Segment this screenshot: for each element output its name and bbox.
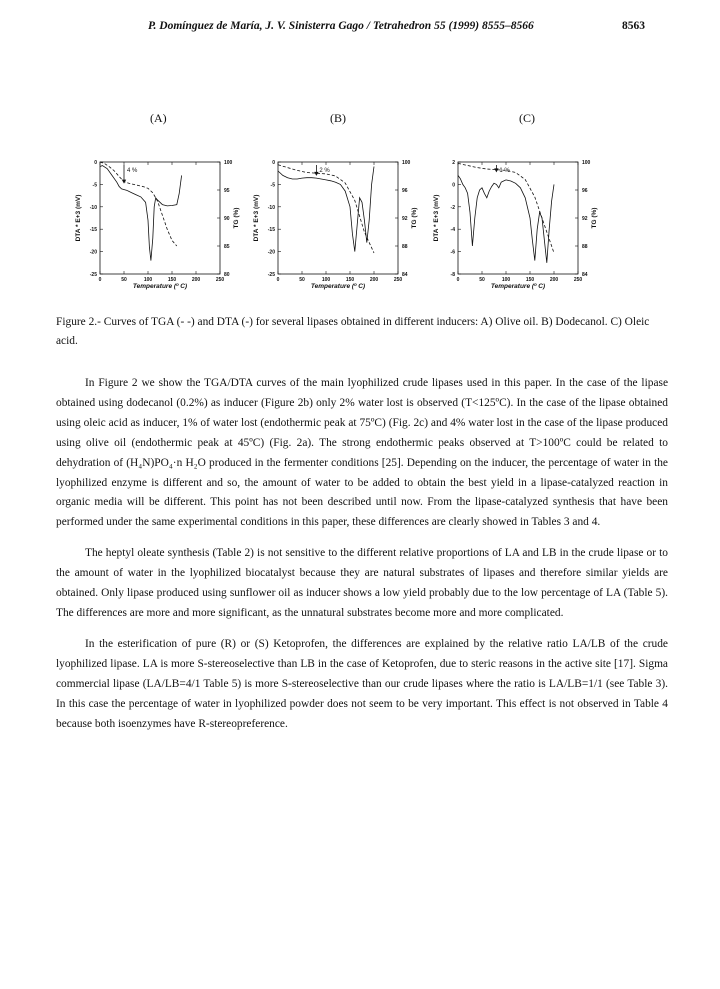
panel-label-a: (A) [150,111,167,125]
y-left-tick-label: -15 [267,227,275,234]
y-left-tick-label: -15 [89,227,97,234]
x-tick-label: 0 [98,277,102,283]
y-left-tick-label: -4 [450,227,455,234]
y-right-tick-label: 80 [224,272,230,278]
y-left-tick-label: -6 [450,249,455,256]
x-axis-title: Temperature (º C) [132,283,188,290]
panel-label-b: (B) [330,111,346,125]
panel-label-c: (C) [519,111,535,125]
y-left-tick-label: -20 [267,249,275,256]
y-right-tick-label: 88 [582,244,588,250]
y-right-tick-label: 96 [582,188,588,194]
y-left-tick-label: -10 [267,204,275,211]
x-tick-label: 50 [299,277,305,283]
y-left-tick-label: -10 [89,204,97,211]
y-left-tick-label: -25 [267,272,275,278]
y-right-tick-label: 95 [224,188,230,194]
x-tick-label: 100 [501,277,511,283]
x-tick-label: 0 [276,277,280,283]
y-right-tick-label: 100 [582,160,591,166]
page-number: 8563 [622,20,645,32]
x-tick-label: 200 [369,277,379,283]
annotation-label: 1 % [499,168,510,174]
chart-panel-c [418,150,618,305]
y-right-axis-title: TG (%) [233,207,240,229]
annotation-arrowhead [314,172,318,176]
y-left-tick-label: -5 [92,182,97,189]
paragraph-3: In the esterification of pure (R) or (S) Ketoprofen, the differences are explained by the relative ratio LA/LB of the crude lyophilized lipase. LA is more S-stereoselective than LB in the case of Ketoprofen, due to steric reasons in the active site [17]. Sigma commercial lipase (LA/LB=4/1 Table 5) is more S-stereoselective than our crude lipases where the ratio is LA/LB=1/1 (see Table 3). In this case the percentage of water in lyophilized powder does not seem to be very important. This effect is not observed in Table 4 because both isoenzymes have R-stereopreference. [56,637,668,730]
x-axis-title: Temperature (º C) [490,283,546,290]
x-tick-label: 250 [393,277,403,283]
y-right-axis-title: TG (%) [591,207,598,229]
running-head [0,16,720,36]
y-left-tick-label: -25 [89,272,97,278]
y-right-tick-label: 100 [224,160,233,166]
y-right-tick-label: 85 [224,244,230,250]
figure-caption: Figure 2.- Curves of TGA (- -) and DTA (-) for several lipases obtained in different inducers: A) Olive oil. B) Dodecanol. C) Oleic acid. [56,316,650,347]
y-right-axis-title: TG (%) [411,207,418,229]
y-left-tick-label: 0 [272,160,275,166]
x-tick-label: 250 [573,277,583,283]
y-right-tick-label: 92 [402,216,408,222]
x-tick-label: 100 [321,277,331,283]
x-tick-label: 150 [525,277,535,283]
body-text [56,374,668,745]
x-tick-label: 50 [479,277,485,283]
chart-a-svg [60,150,260,305]
plot-frame [100,162,220,274]
x-tick-label: 50 [121,277,127,283]
y-right-tick-label: 96 [402,188,408,194]
chart-c-svg [418,150,618,305]
x-tick-label: 150 [167,277,177,283]
series-dta-line [278,167,374,252]
paragraph-1: In Figure 2 we show the TGA/DTA curves of the main lyophilized crude lipases used in this paper. In the case of the lipase obtained using dodecanol (0.2%) as inducer (Figure 2b) only 2% water lost is observed (T<125ºC). In the case of the lipase obtained using oleic acid as inducer, 1% of water lost (endothermic peak at 75ºC) (Fig. 2c) and 4% water lost in the case of the lipase produced using olive oil (endothermic peak at 45ºC) (Fig. 2a). The strong endothermic peaks observed at T>100ºC could be related to dehydration of (H₄N)PO₄·n H₂O produced in the fermenter conditions [25]. Depending on the inducer, the percentage of water in the lyophilized enzyme is different and so, the amount of water to be added to obtain the best yield in a lipase-catalyzed reaction in organic media will be different. This point has not been described until now. From the lipase-catalyzed synthesis that have been performed under the same experimental conditions in this paper, these differences are clearly showed in Tables 3 and 4. [56,377,668,529]
y-right-tick-label: 84 [582,272,588,278]
y-left-tick-label: 0 [94,160,97,166]
x-axis-title: Temperature (º C) [310,283,366,290]
annotation-arrowhead [494,168,498,172]
running-head-citation: P. Domínguez de María, J. V. Sinisterra Gago / Tetrahedron 55 (1999) 8555–8566 [148,20,534,32]
y-left-tick-label: -8 [450,272,455,278]
chart-b-svg [238,150,438,305]
y-left-tick-label: -20 [89,249,97,256]
plot-frame [458,162,578,274]
annotation-label: 4 % [127,168,138,174]
x-tick-label: 150 [345,277,355,283]
x-tick-label: 200 [191,277,201,283]
series-tga-line [458,163,554,253]
y-left-tick-label: -2 [450,204,455,211]
x-tick-label: 100 [143,277,153,283]
chart-panel-b [238,150,438,305]
x-tick-label: 250 [215,277,225,283]
series-tga-line [278,165,374,253]
y-left-tick-label: 0 [452,182,455,189]
annotation-label: 2 % [319,168,330,174]
paragraph-2: The heptyl oleate synthesis (Table 2) is not sensitive to the different relative proportions of LA and LB in the crude lipase or to the amount of water in the lyophilized biocatalyst because they are natural substrates of lipases and therefore similar yields are obtained. Only lipase produced using sunflower oil as inducer shows a low yield probably due to the low percentage of LA (Table 5). The differences are more and more significant, as the unnatural substrates become more and more complicated. [56,547,668,619]
chart-panel-a [60,150,260,305]
y-left-tick-label: 2 [452,160,455,166]
y-left-axis-title: DTA * E+3 (mV) [75,194,82,242]
y-left-tick-label: -5 [270,182,275,189]
y-right-tick-label: 92 [582,216,588,222]
y-right-tick-label: 100 [402,160,411,166]
y-right-tick-label: 84 [402,272,408,278]
y-right-tick-label: 90 [224,216,230,222]
x-tick-label: 0 [456,277,460,283]
annotation-arrowhead [122,180,126,184]
series-dta-line [100,166,182,261]
series-dta-line [458,175,554,262]
y-left-axis-title: DTA * E+3 (mV) [253,194,260,242]
y-left-axis-title: DTA * E+3 (mV) [433,194,440,242]
x-tick-label: 200 [549,277,559,283]
y-right-tick-label: 88 [402,244,408,250]
